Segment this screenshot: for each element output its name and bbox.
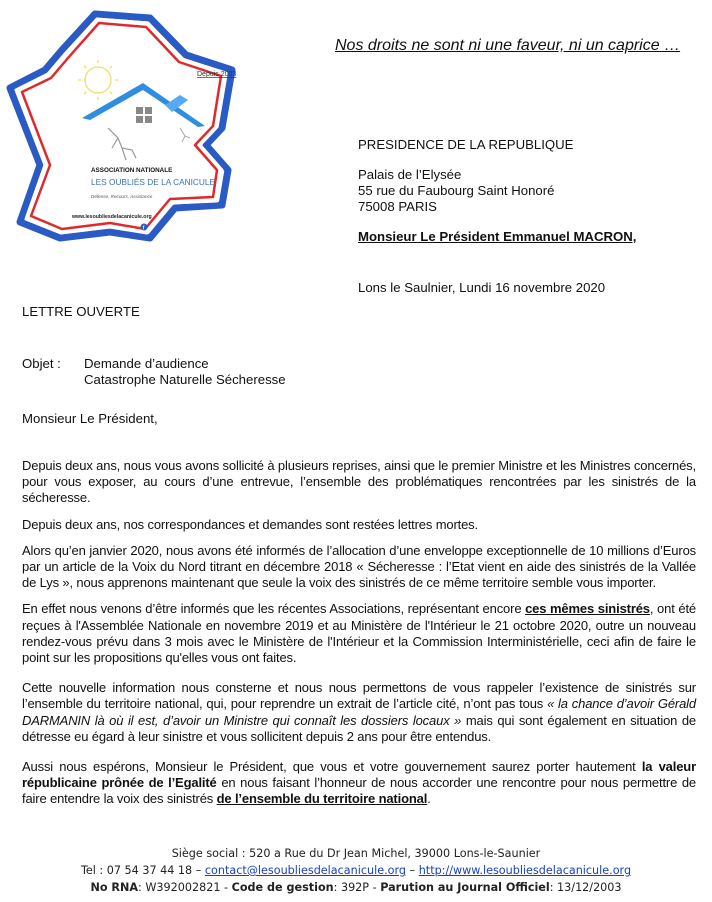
- address-line: 55 rue du Faubourg Saint Honoré: [358, 183, 555, 198]
- footer-contact: Tel : 07 54 37 44 18 – contact@lesoubliesdelacanicule.org – http://www.lesoubliesdelacanicule.org: [80, 864, 632, 877]
- emphasis-national-territory: de l’ensemble du territoire national: [216, 791, 428, 807]
- footer-address: Siège social : 520 a Rue du Dr Jean Michel, 39000 Lons-le-Saunier: [171, 847, 541, 860]
- paragraph: En effet nous venons d’être informés que les récentes Associations, représentant encore ces mêmes sinistrés, ont été reçues à l'Assemblée Nationale en novembre 2019 et au Ministère de l'Intérieur le 21 octobre 2020, outre un nouveau rendez-vous prévu dans 3 mois avec le Ministère de l'Intérieur et la Commission Interministérielle, ceci afin de faire le point sur les propositions qu'elles vous ont faites.: [22, 601, 696, 666]
- svg-text:Depuis 2003: Depuis 2003: [197, 71, 237, 78]
- paragraph: Aussi nous espérons, Monsieur le Président, que vous et votre gouvernement saurez porter hautement la valeur républicaine prônée de l’Egalité en nous faisant l’honneur de nous accorder une rencontre pour nous permettre de faire entendre la voix des sinistrés de l’ensemble du territoire national.: [22, 759, 697, 807]
- paragraph: Depuis deux ans, nous vous avons sollicité à plusieurs reprises, ainsi que le premier Ministre et les Ministres concernés, pour vous exposer, au cours d’une entrevue, l’ensemble des problématiques rencontrées par les sinistrés de la sécheresse.: [22, 458, 696, 506]
- salutation: Monsieur Le Président,: [22, 411, 158, 426]
- motto: Nos droits ne sont ni une faveur, ni un caprice …: [335, 37, 681, 54]
- association-logo: [0, 0, 240, 250]
- paragraph: Depuis deux ans, nos correspondances et demandes sont restées lettres mortes.: [22, 516, 478, 532]
- recipient-block: [358, 137, 636, 245]
- recipient-name: Monsieur Le Président Emmanuel MACRON,: [358, 229, 637, 244]
- svg-text:Défense, Recours, Assistance: Défense, Recours, Assistance: [91, 194, 153, 199]
- website-link[interactable]: http://www.lesoubliesdelacanicule.org: [418, 864, 632, 877]
- svg-text:www.lesoubliesdelacanicule.org: www.lesoubliesdelacanicule.org: [72, 214, 152, 220]
- emphasis-equality: la valeur républicaine prônée de l’Egalité: [22, 759, 697, 791]
- article-quote: « la chance d’avoir Gérald DARMANIN là où il est, d’avoir un Ministre qui connaît les dossiers locaux »: [22, 696, 696, 728]
- paragraph: Alors qu’en janvier 2020, nous avons été informés de l’allocation d’une enveloppe exceptionnelle de 10 millions d’Euros par un article de la Voix du Nord titrant en décembre 2018 « Sécheresse : l’Etat vient en aide des sinistrés de la Vallée de Lys », nous apprenons maintenant que seule la voix des sinistrés de ce même territoire semble vous importer.: [22, 542, 696, 591]
- letter-type: LETTRE OUVERTE: [22, 304, 140, 319]
- email-link[interactable]: contact@lesoubliesdelacanicule.org: [204, 864, 406, 877]
- footer: [0, 845, 712, 896]
- svg-text:ASSOCIATION NATIONALE: ASSOCIATION NATIONALE: [91, 167, 173, 174]
- letter-body: [22, 458, 696, 818]
- subject-line: Catastrophe Naturelle Sécheresse: [84, 372, 286, 387]
- footer-registration: No RNA: W392002821 - Code de gestion: 392P - Parution au Journal Officiel: 13/12/2003: [90, 881, 622, 894]
- svg-text:LES OUBLIÉS DE LA CANICULE: LES OUBLIÉS DE LA CANICULE: [91, 177, 216, 187]
- subject-line: Demande d’audience: [84, 356, 209, 371]
- emphasis-same-victims: ces mêmes sinistrés: [525, 601, 650, 617]
- date-line: Lons le Saulnier, Lundi 16 novembre 2020: [358, 280, 606, 295]
- address-line: Palais de l’Elysée: [358, 167, 462, 182]
- address-line: 75008 PARIS: [358, 199, 437, 214]
- france-map-logo-icon: [0, 0, 240, 250]
- subject-label: Objet :: [22, 356, 61, 371]
- subject-block: [22, 356, 286, 388]
- svg-text:f: f: [142, 225, 145, 232]
- paragraph: Cette nouvelle information nous consterne et nous nous permettons de vous rappeler l’existence de sinistrés sur l’ensemble du territoire national, qui, pour reprendre un extrait de l’article cité, n’ont pas tous « la chance d’avoir Gérald DARMANIN là où il est, d’avoir un Ministre qui connaît les dossiers locaux » mais qui sont également en situation de détresse eu égard à leur sinistre et vous sollicitent depuis 2 ans pour être entendus.: [22, 680, 696, 744]
- recipient-institution: PRESIDENCE DE LA REPUBLIQUE: [358, 137, 574, 152]
